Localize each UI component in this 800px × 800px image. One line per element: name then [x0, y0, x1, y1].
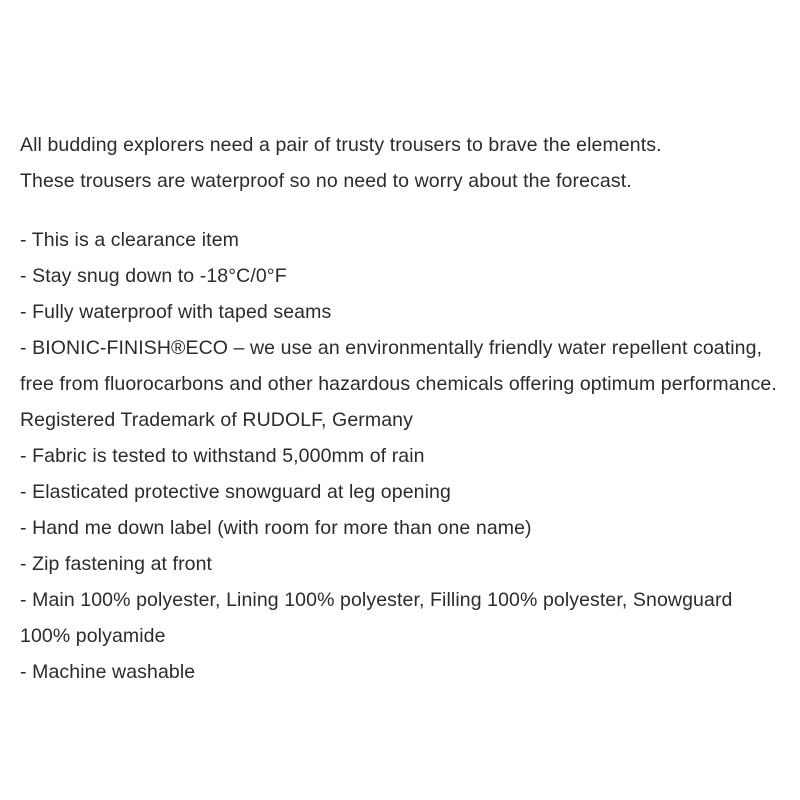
feature-item: - Zip fastening at front: [20, 553, 213, 575]
intro-line: These trousers are waterproof so no need to worry about the forecast.: [20, 170, 632, 192]
feature-item: - Main 100% polyester, Lining 100% polyester, Filling 100% polyester, Snowguard 100% polyamide: [20, 589, 733, 647]
feature-item: - Machine washable: [20, 661, 196, 683]
product-features-list: [20, 222, 780, 690]
feature-item: - Hand me down label (with room for more than one name): [20, 517, 532, 539]
intro-line: All budding explorers need a pair of trusty trousers to brave the elements.: [20, 134, 662, 156]
feature-item: - Fabric is tested to withstand 5,000mm of rain: [20, 445, 425, 467]
feature-item: - Fully waterproof with taped seams: [20, 301, 332, 323]
feature-item: - This is a clearance item: [20, 229, 239, 251]
feature-item: - Elasticated protective snowguard at leg opening: [20, 481, 451, 503]
feature-item: - BIONIC-FINISH®ECO – we use an environmentally friendly water repellent coating, free from fluorocarbons and other hazardous chemicals offering optimum performance. Registered Trademark of RUDOLF, Germany: [20, 337, 777, 431]
product-intro: [20, 127, 780, 199]
feature-item: - Stay snug down to -18°C/0°F: [20, 265, 287, 287]
